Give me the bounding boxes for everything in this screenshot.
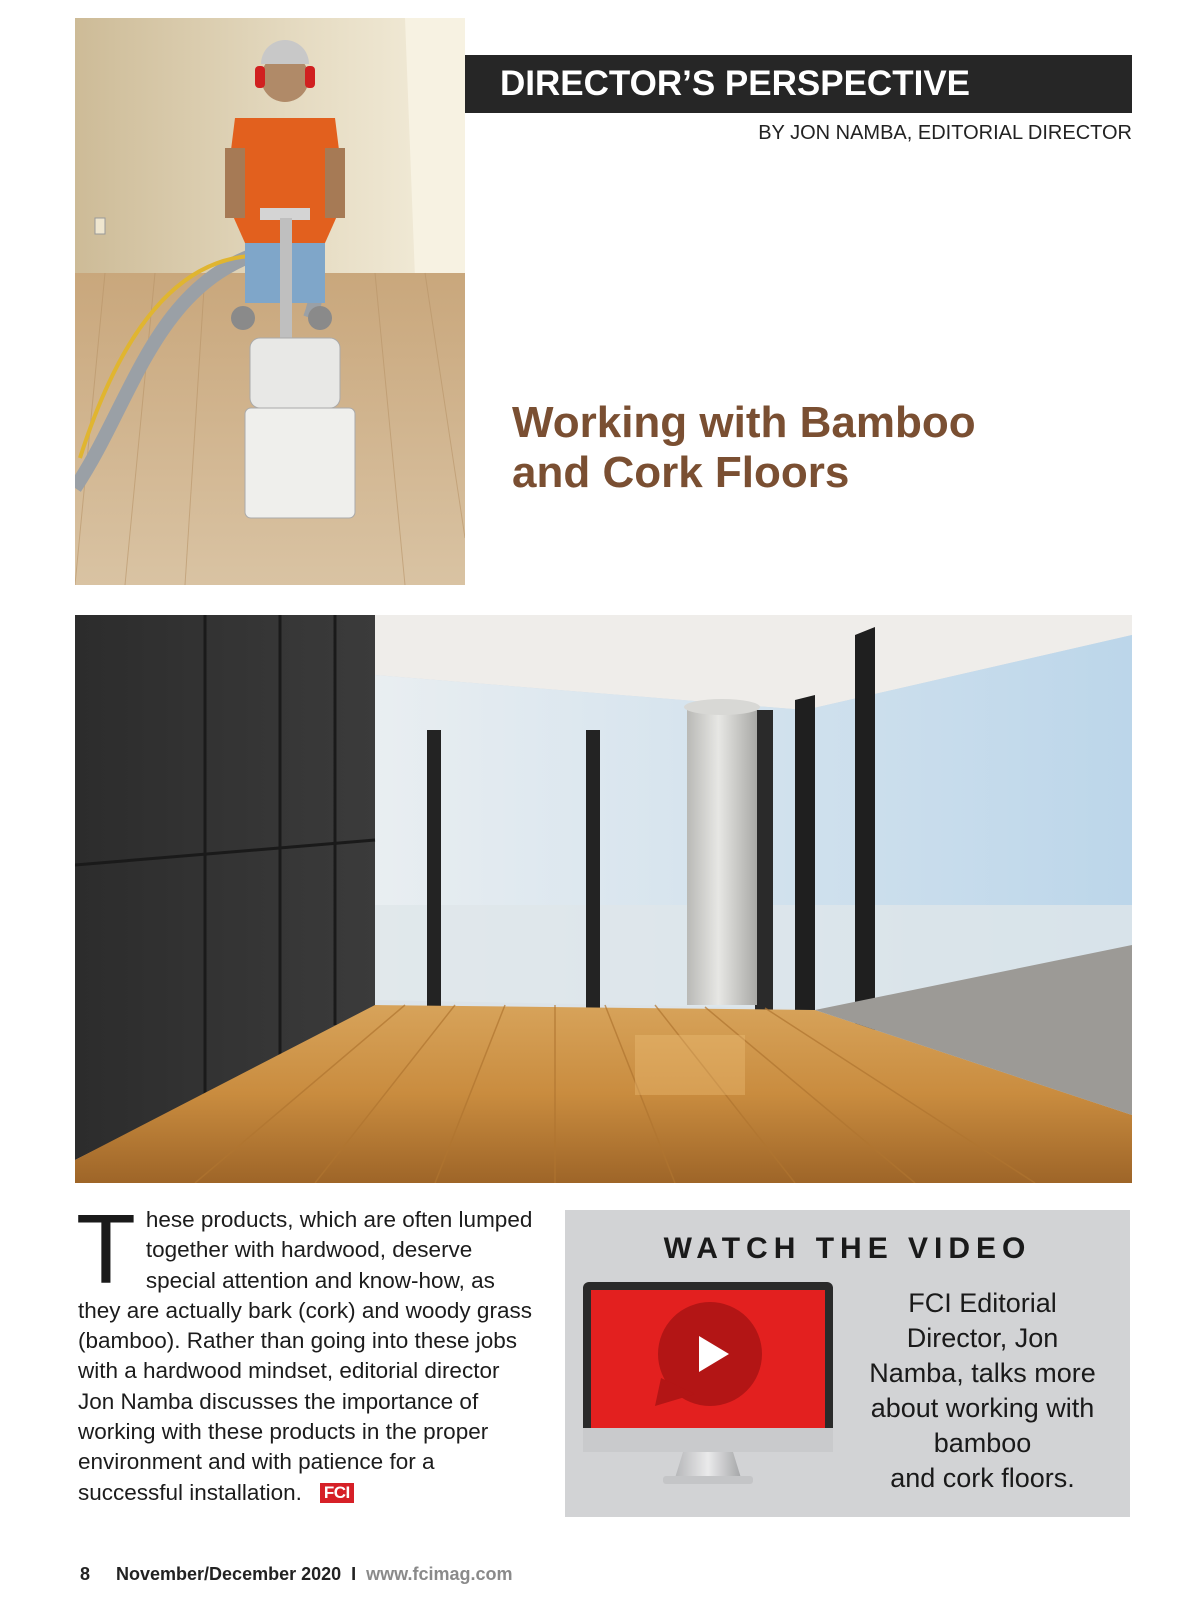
video-caption-line: and cork floors. bbox=[890, 1463, 1075, 1493]
headline-line-1: Working with Bamboo bbox=[512, 398, 976, 447]
headline-line-2: and Cork Floors bbox=[512, 448, 850, 497]
bamboo-floor-room-photo bbox=[75, 615, 1132, 1183]
page-number: 8 bbox=[80, 1564, 91, 1584]
footer-separator: I bbox=[351, 1564, 357, 1584]
floor-sanding-photo bbox=[75, 18, 465, 585]
watch-video-box[interactable] bbox=[565, 1210, 1130, 1517]
video-caption-line: about working with bbox=[870, 1393, 1095, 1423]
section-header-bar bbox=[465, 55, 1132, 113]
video-box-title: WATCH THE VIDEO bbox=[663, 1232, 1032, 1265]
page-footer bbox=[80, 1564, 513, 1585]
video-caption-line: Director, Jon bbox=[906, 1323, 1059, 1353]
section-title: DIRECTOR’S PERSPECTIVE bbox=[500, 64, 971, 103]
issue-date: November/December 2020 bbox=[116, 1564, 342, 1584]
video-play-button[interactable] bbox=[583, 1282, 833, 1492]
video-caption bbox=[855, 1286, 1110, 1496]
article-body bbox=[76, 1194, 540, 1508]
fci-end-mark: FCI bbox=[320, 1483, 354, 1503]
website-link[interactable]: www.fcimag.com bbox=[366, 1564, 513, 1584]
monitor-play-icon bbox=[583, 1282, 833, 1492]
video-caption-line: bamboo bbox=[933, 1428, 1032, 1458]
video-caption-line: Namba, talks more bbox=[869, 1358, 1096, 1388]
video-caption-line: FCI Editorial bbox=[908, 1288, 1057, 1318]
article-body-text: hese products, which are often lumped together with hardwood, deserve special attention and know-how, as they are actually bark (cork) and woody grass (bamboo). Rather than going into these jobs with a hardwood mindset, editorial director Jon Namba discusses the importance of working with these products in the proper environment and with patience for a successful installation. bbox=[78, 1207, 533, 1505]
byline: BY JON NAMBA, EDITORIAL DIRECTOR bbox=[758, 122, 1132, 144]
drop-cap: T bbox=[76, 1194, 136, 1304]
article-headline bbox=[512, 398, 1132, 498]
